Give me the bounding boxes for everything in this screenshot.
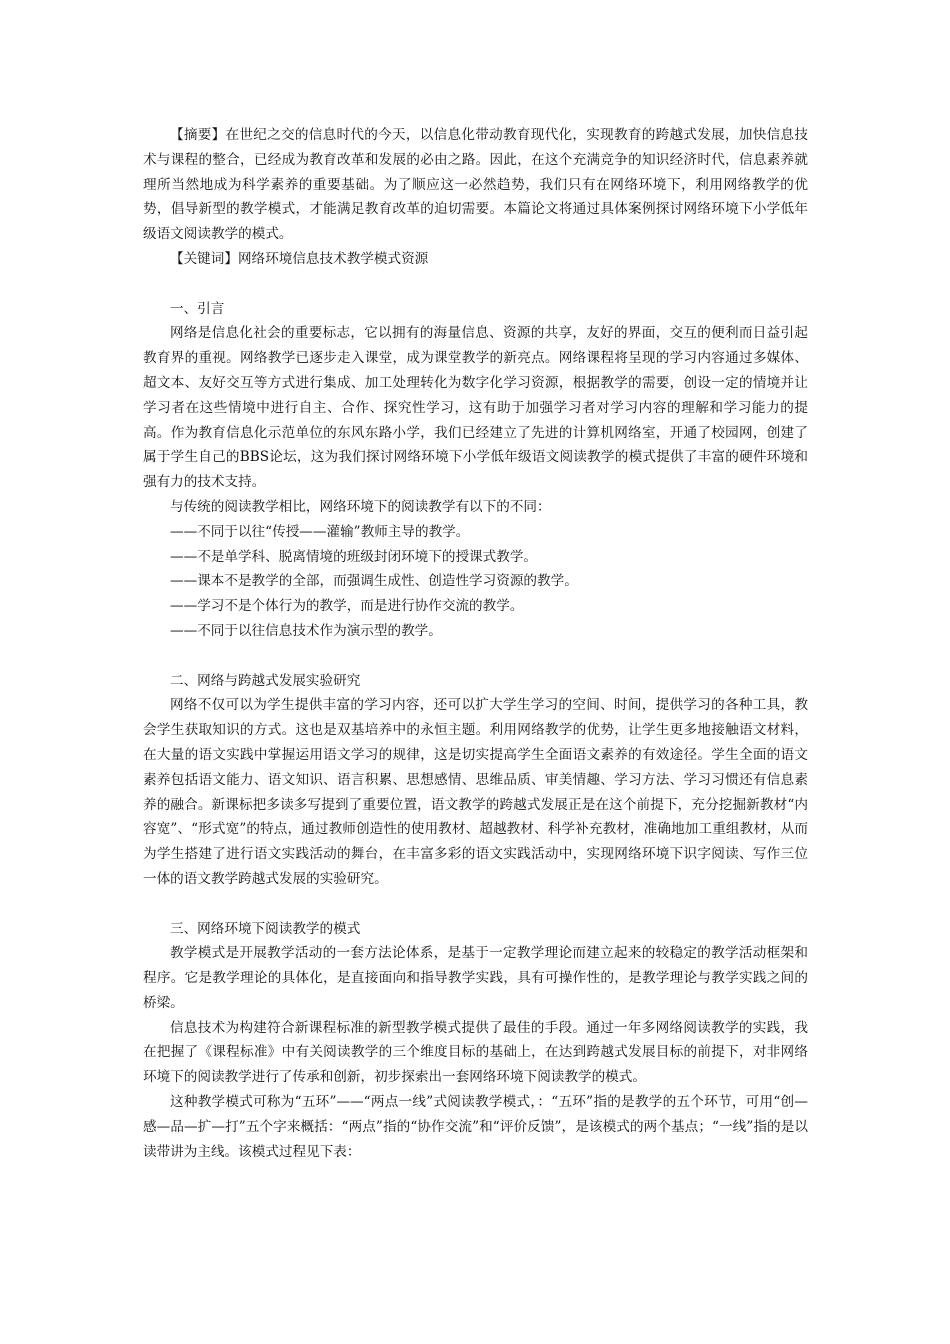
difference-item: ——课本不是教学的全部，而强调生成性、创造性学习资源的教学。 [170,573,578,590]
difference-item: ——不是单学科、脱离情境的班级封闭环境下的授课式教学。 [170,548,538,565]
document-page [143,123,808,1164]
reading-mode-paragraph-3: 这种教学模式可称为“五环”——“两点一线”式阅读教学模式，：“五环”指的是教学的五个环节，可用“创—感—品—扩—打”五个字来概括：“两点”指的“协作交流”和“评价反馈”，是该模式的两个基点；“一线”指的是以读带讲为主线。该模式过程见下表： [143,1094,808,1160]
introduction-paragraph-1: 网络是信息化社会的重要标志，它以拥有的海量信息、资源的共享，友好的界面，交互的便利而日益引起教育界的重视。网络教学已逐步走入课堂，成为课堂教学的新亮点。网络课程将呈现的学习内容通过多媒体、超文本、友好交互等方式进行集成、加工处理转化为数字化学习资源，根据教学的需要，创设一定的情境并让学习者在这些情境中进行自主、合作、探究性学习，这有助于加强学习者对学习内容的理解和学习能力的提高。作为教育信息化示范单位的东风东路小学，我们已经建立了先进的计算机网络室，开通了校园网，创建了属于学生自己的BBS论坛，这为我们探讨网络环境下小学低年级语文阅读教学的模式提供了丰富的硬件环境和强有力的技术支持。 [143,325,808,491]
abstract-paragraph: 【摘要】在世纪之交的信息时代的今天，以信息化带动教育现代化，实现教育的跨越式发展，加快信息技术与课程的整合，已经成为教育改革和发展的必由之路。因此，在这个充满竞争的知识经济时代，信息素养就理所当然地成为科学素养的重要基础。为了顺应这一必然趋势，我们只有在网络环境下，利用网络教学的优势，倡导新型的教学模式，才能满足教育改革的迫切需要。本篇论文将通过具体案例探讨网络环境下小学低年级语文阅读教学的模式。 [143,127,808,243]
introduction-paragraph-2: 与传统的阅读教学相比，网络环境下的阅读教学有以下的不同： [170,498,551,515]
difference-item: ——学习不是个体行为的教学，而是进行协作交流的教学。 [170,598,524,615]
section-heading-reading-mode: 三、网络环境下阅读教学的模式 [170,920,361,937]
reading-mode-paragraph-1: 教学模式是开展教学活动的一套方法论体系，是基于一定教学理论而建立起来的较稳定的教学活动框架和程序。它是教学理论的具体化，是直接面向和指导教学实践，具有可操作性的，是教学理论与教学实践之间的桥梁。 [143,945,808,1011]
section-heading-network-development: 二、网络与跨越式发展实验研究 [170,672,361,689]
spacer [143,892,808,917]
difference-item: ——不同于以往信息技术作为演示型的教学。 [170,622,442,639]
reading-mode-paragraph-2: 信息技术为构建符合新课程标准的新型教学模式提供了最佳的手段。通过一年多网络阅读教学的实践，我在把握了《课程标准》中有关阅读教学的三个维度目标的基础上，在达到跨越式发展目标的前提下，对非网络环境下的阅读教学进行了传承和创新，初步探索出一套网络环境下阅读教学的模式。 [143,1019,808,1086]
keywords-line: 【关键词】网络环境信息技术教学模式资源 [170,250,429,267]
difference-item: ——不同于以往“传授——灌输”教师主导的教学。 [170,523,470,540]
section-heading-introduction: 一、引言 [170,300,225,317]
network-development-paragraph: 网络不仅可以为学生提供丰富的学习内容，还可以扩大学生学习的空间、时间，提供学习的各种工具，教会学生获取知识的方式。这也是双基培养中的永恒主题。利用网络教学的优势，让学生更多地接触语文材料，在大量的语文实践中掌握运用语文学习的规律，这是切实提高学生全面语文素养的有效途径。学生全面的语文素养包括语文能力、语文知识、语言积累、思想感情、思维品质、审美情趣、学习方法、学习习惯还有信息素养的融合。新课标把多读多写提到了重要位置，语文教学的跨越式发展正是在这个前提下，充分挖掘新教材“内容宽”、“形式宽”的特点，通过教师创造性的使用教材、超越教材、科学补充教材，准确地加工重组教材，从而为学生搭建了进行语文实践活动的舞台，在丰富多彩的语文实践活动中，实现网络环境下识字阅读、写作三位一体的语文教学跨越式发展的实验研究。 [143,697,808,887]
spacer [143,644,808,669]
spacer [143,272,808,297]
